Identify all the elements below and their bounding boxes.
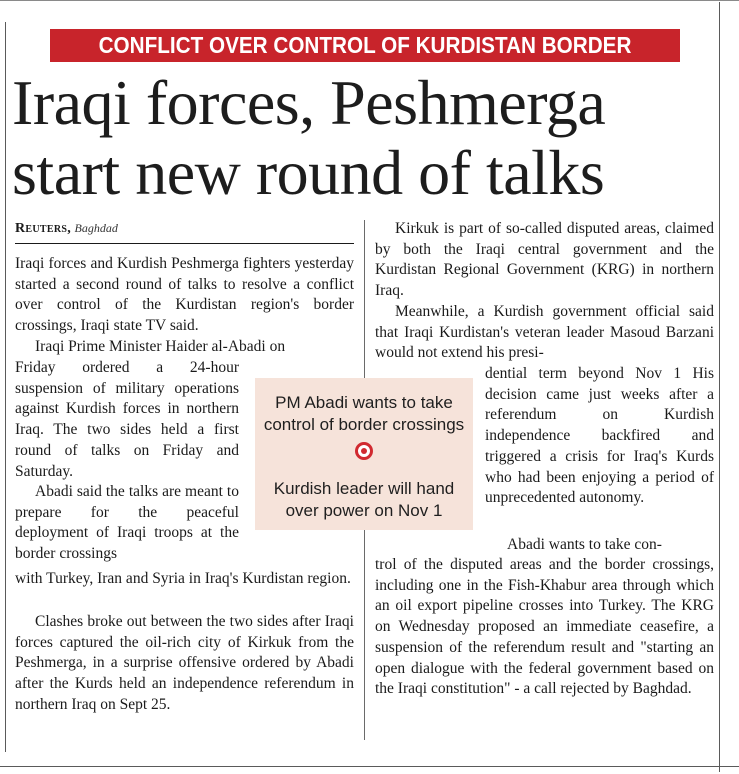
right-column-para-1: Kirkuk is part of so-called disputed areas, claimed by both the Iraqi central government and the Kurdistan Regional Government (KRG) in northern Iraq.: [375, 220, 714, 300]
byline-rule: [15, 243, 354, 244]
headline-line-1: Iraqi forces, Peshmerga: [12, 67, 606, 138]
left-column-para-4: Clashes broke out between the two sides after Iraqi forces captured the oil-rich city of Kirkuk from the Peshmerga, in a surprise offensive ordered by Abadi after the Kurds held an independence referendum in northern Iraq on Sept 25.: [15, 613, 354, 713]
bullet-icon: [355, 442, 373, 460]
top-rule: [0, 0, 739, 1]
pullquote-box: [255, 378, 473, 530]
left-column-para-3-narrow: Abadi said the talks are meant to prepare for the peaceful deployment of Iraqi troops at the border crossings: [15, 483, 239, 563]
left-column-para-2-full: Iraqi Prime Minister Haider al-Abadi on: [35, 338, 286, 355]
byline-agency: Reuters,: [15, 221, 72, 236]
right-column-para-3-narrow: Abadi wants to take con-: [507, 536, 662, 553]
right-column-para-2-narrow: dential term beyond Nov 1 His decision came just weeks after a referendum on Kurdish independence backfired and triggered a crisis for Iraq's Kurds who had been enjoying a period of unprecedented autonomy.: [485, 365, 714, 507]
headline-line-2: start new round of talks: [12, 137, 605, 208]
pullquote-text-2: Kurdish leader will hand over power on Nov 1: [273, 479, 455, 520]
byline: [15, 219, 353, 238]
left-rule: [5, 22, 6, 752]
pullquote-text-1: PM Abadi wants to take control of border crossings: [263, 393, 465, 434]
left-column-para-1: Iraqi forces and Kurdish Peshmerga fighters yesterday started a second round of talks to resolve a conflict over control of the Kurdistan region's border crossings, Iraqi state TV said.: [15, 255, 354, 335]
bottom-rule: [0, 766, 739, 767]
byline-place: Baghdad: [74, 221, 118, 235]
right-column-para-2-full: Meanwhile, a Kurdish government official said that Iraqi Kurdistan's veteran leader Masoud Barzani would not extend his presi-: [375, 303, 714, 362]
right-column-para-3-full: trol of the disputed areas and the border crossings, including one in the Fish-Khabur area through which an oil export pipeline crosses into Turkey. The KRG on Wednesday proposed an immediate ceasefire, a suspension of the referendum result and "starting an open dialogue with the federal government based on the Iraqi constitution" - a call rejected by Baghdad.: [375, 556, 714, 698]
kicker-banner: CONFLICT OVER CONTROL OF KURDISTAN BORDER: [50, 29, 680, 62]
headline: [12, 68, 717, 208]
left-column-para-2-narrow: Friday ordered a 24-hour suspension of military operations against Kurdish forces in northern Iraq. The two sides held a first round of talks on Friday and Saturday.: [15, 359, 239, 480]
left-column-para-3-full: with Turkey, Iran and Syria in Iraq's Kurdistan region.: [15, 570, 351, 587]
right-rule: [719, 2, 720, 772]
